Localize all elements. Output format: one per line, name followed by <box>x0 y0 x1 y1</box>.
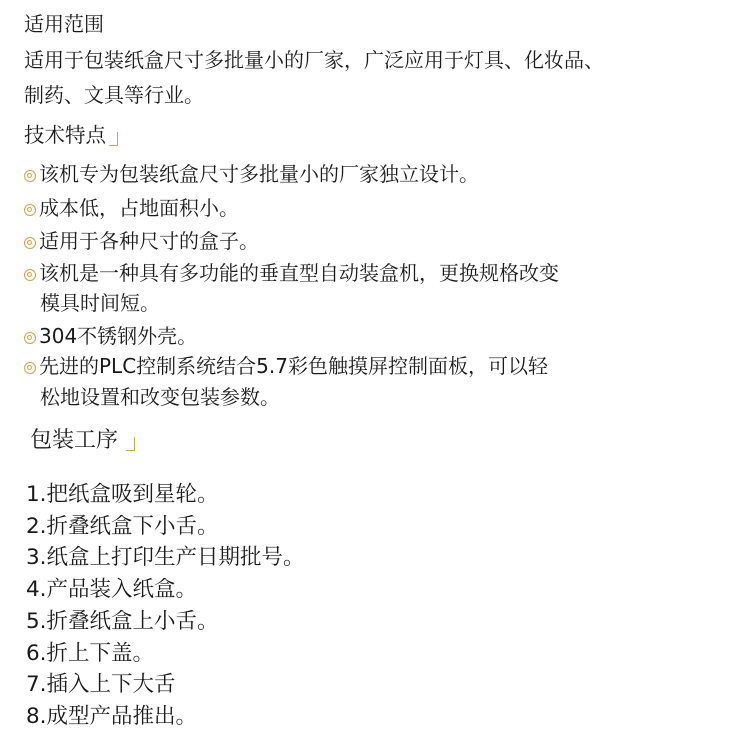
double-circle-bullet-icon <box>24 269 36 281</box>
process-step: 2.折叠纸盒下小舌。 <box>26 514 219 539</box>
feature-item <box>24 350 548 379</box>
feature-item-text: 适用于各种尺寸的盒子。 <box>39 229 259 253</box>
process-step: 5.折叠纸盒上小舌。 <box>26 609 219 634</box>
feature-item-text: 该机是一种具有多功能的垂直型自动装盒机，更换规格改变 <box>39 261 559 285</box>
corner-bracket-icon <box>109 132 118 146</box>
scope-heading: 适用范围 <box>24 12 104 36</box>
double-circle-bullet-icon <box>24 170 36 182</box>
feature-item-continuation: 模具时间短。 <box>40 291 160 315</box>
process-step: 7.插入上下大舌 <box>26 672 176 697</box>
double-circle-bullet-icon <box>24 204 36 216</box>
double-circle-bullet-icon <box>24 237 36 249</box>
feature-item-continuation: 松地设置和改变包装参数。 <box>40 385 280 409</box>
process-heading-label: 包装工序 <box>30 428 119 453</box>
feature-item <box>24 320 197 349</box>
feature-item-text: 该机专为包装纸盒尺寸多批量小的厂家独立设计。 <box>39 162 479 186</box>
process-step: 4.产品装入纸盒。 <box>26 577 198 602</box>
corner-bracket-icon <box>126 437 135 451</box>
feature-item-text: 304不锈钢外壳。 <box>39 324 198 348</box>
double-circle-bullet-icon <box>24 362 36 374</box>
feature-item <box>24 158 479 187</box>
double-circle-bullet-icon <box>24 332 36 344</box>
feature-item <box>24 257 559 286</box>
process-step: 1.把纸盒吸到星轮。 <box>26 482 219 507</box>
scope-text-line-2: 制药、文具等行业。 <box>24 83 204 107</box>
process-step: 8.成型产品推出。 <box>26 704 198 729</box>
process-step: 6.折上下盖。 <box>26 641 155 666</box>
features-heading-label: 技术特点 <box>24 123 106 147</box>
feature-item-text: 成本低，占地面积小。 <box>39 196 239 220</box>
process-step: 3.纸盒上打印生产日期批号。 <box>26 545 305 570</box>
process-heading <box>30 423 135 454</box>
feature-item <box>24 192 239 221</box>
features-heading <box>24 118 118 148</box>
feature-item <box>24 225 259 254</box>
scope-text-line-1: 适用于包装纸盒尺寸多批量小的厂家，广泛应用于灯具、化妆品、 <box>24 48 604 72</box>
feature-item-text: 先进的PLC控制系统结合5.7彩色触摸屏控制面板，可以轻 <box>39 354 548 378</box>
